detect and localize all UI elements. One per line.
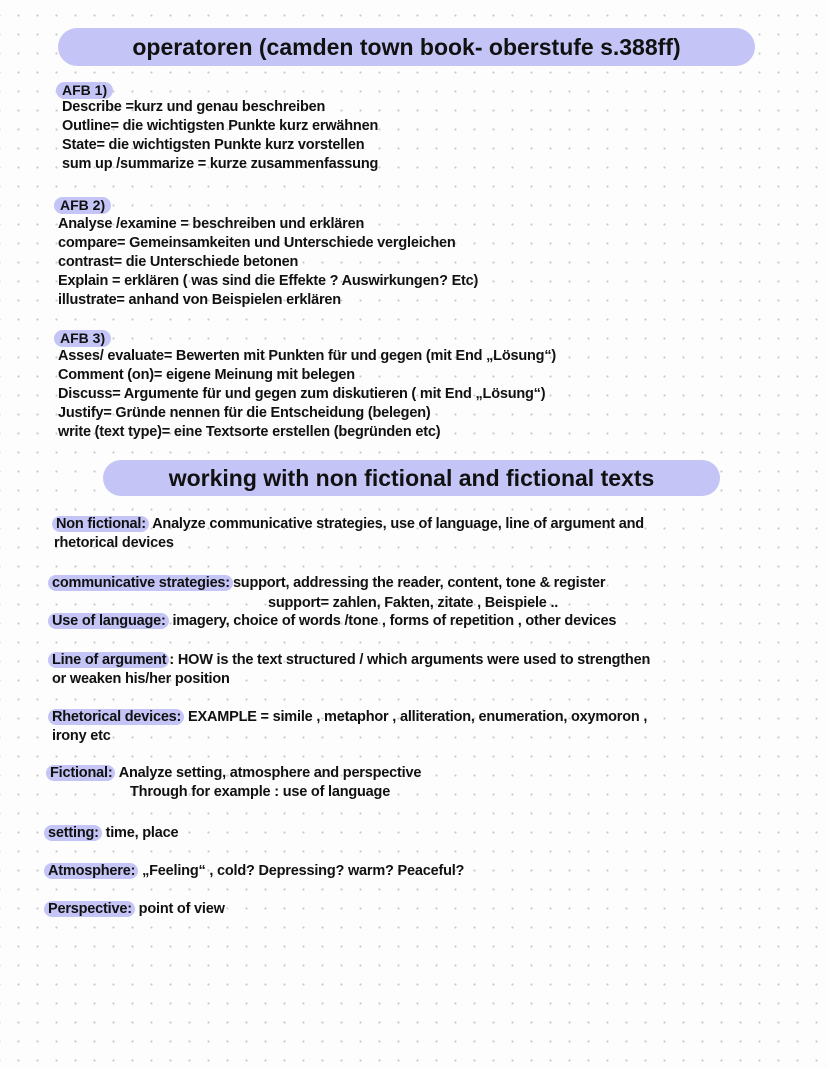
fictional-line: [50, 764, 421, 782]
afb3-label: AFB 3): [54, 330, 111, 347]
comm-line: [52, 574, 605, 592]
fictional-label: Fictional:: [46, 765, 115, 781]
afb2-label: AFB 2): [54, 197, 111, 214]
afb3-line: Justify= Gründe nennen für die Entscheidung (belegen): [58, 405, 431, 421]
afb2-line: Analyse /examine = beschreiben und erklären: [58, 216, 365, 232]
nonfictional-label: Non fictional:: [52, 516, 149, 532]
afb3-line: Discuss= Argumente für und gegen zum diskutieren ( mit End „Lösung“): [58, 386, 546, 402]
nonfictional-line: [56, 515, 644, 533]
argument-label: Line of argument: [48, 652, 169, 668]
afb2-line: compare= Gemeinsamkeiten und Unterschiede vergleichen: [58, 235, 456, 251]
setting-text: time, place: [101, 825, 179, 841]
argument-line-2: or weaken his/her position: [52, 671, 230, 687]
perspective-label: Perspective:: [44, 901, 135, 917]
rhetoric-text: EXAMPLE = simile , metaphor , alliteration, enumeration, oxymoron ,: [184, 709, 648, 725]
fictional-line-2: Through for example : use of language: [130, 784, 391, 800]
perspective-text: point of view: [134, 901, 225, 917]
setting-line: [48, 824, 178, 842]
afb2-line: illustrate= anhand von Beispielen erklären: [58, 292, 341, 308]
rhetoric-line: [52, 708, 647, 726]
fictional-text: Analyze setting, atmosphere and perspective: [115, 765, 422, 781]
afb3-line: Comment (on)= eigene Meinung mit belegen: [58, 367, 355, 383]
afb1-label: AFB 1): [56, 82, 113, 99]
atmosphere-label: Atmosphere:: [44, 863, 138, 879]
afb1-line: State= die wichtigsten Punkte kurz vorstellen: [62, 137, 365, 153]
rhetoric-label: Rhetorical devices:: [48, 709, 184, 725]
nonfictional-line-2: rhetorical devices: [54, 535, 174, 551]
setting-label: setting:: [44, 825, 102, 841]
page-title: operatoren (camden town book- oberstufe s.388ff): [58, 28, 755, 66]
rhetoric-line-2: irony etc: [52, 728, 111, 744]
afb3-line: Asses/ evaluate= Bewerten mit Punkten für und gegen (mit End „Lösung“): [58, 348, 557, 364]
argument-line: [52, 651, 650, 669]
afb1-line: Outline= die wichtigsten Punkte kurz erwähnen: [62, 118, 379, 134]
lang-text: imagery, choice of words /tone , forms of repetition , other devices: [168, 613, 617, 629]
afb3-line: write (text type)= eine Textsorte erstellen (begründen etc): [58, 424, 441, 440]
atmosphere-text: „Feeling“ , cold? Depressing? warm? Peaceful?: [138, 863, 465, 879]
argument-text: : HOW is the text structured / which arguments were used to strengthen: [169, 652, 651, 668]
lang-label: Use of language:: [48, 613, 169, 629]
atmosphere-line: [48, 862, 464, 880]
perspective-line: [48, 900, 225, 918]
comm-label: communicative strategies:: [48, 575, 233, 591]
section-title: working with non fictional and fictional texts: [103, 460, 720, 496]
afb1-line: sum up /summarize = kurze zusammenfassung: [62, 156, 379, 172]
nonfictional-text: Analyze communicative strategies, use of language, line of argument and: [148, 516, 644, 532]
comm-text: support, addressing the reader, content, tone & register: [232, 575, 606, 591]
lang-line: [52, 612, 616, 630]
afb1-line: Describe =kurz und genau beschreiben: [62, 99, 326, 115]
afb2-line: Explain = erklären ( was sind die Effekte ? Auswirkungen? Etc): [58, 273, 479, 289]
afb2-line: contrast= die Unterschiede betonen: [58, 254, 299, 270]
comm-support-line: support= zahlen, Fakten, zitate , Beispiele ..: [268, 595, 559, 611]
